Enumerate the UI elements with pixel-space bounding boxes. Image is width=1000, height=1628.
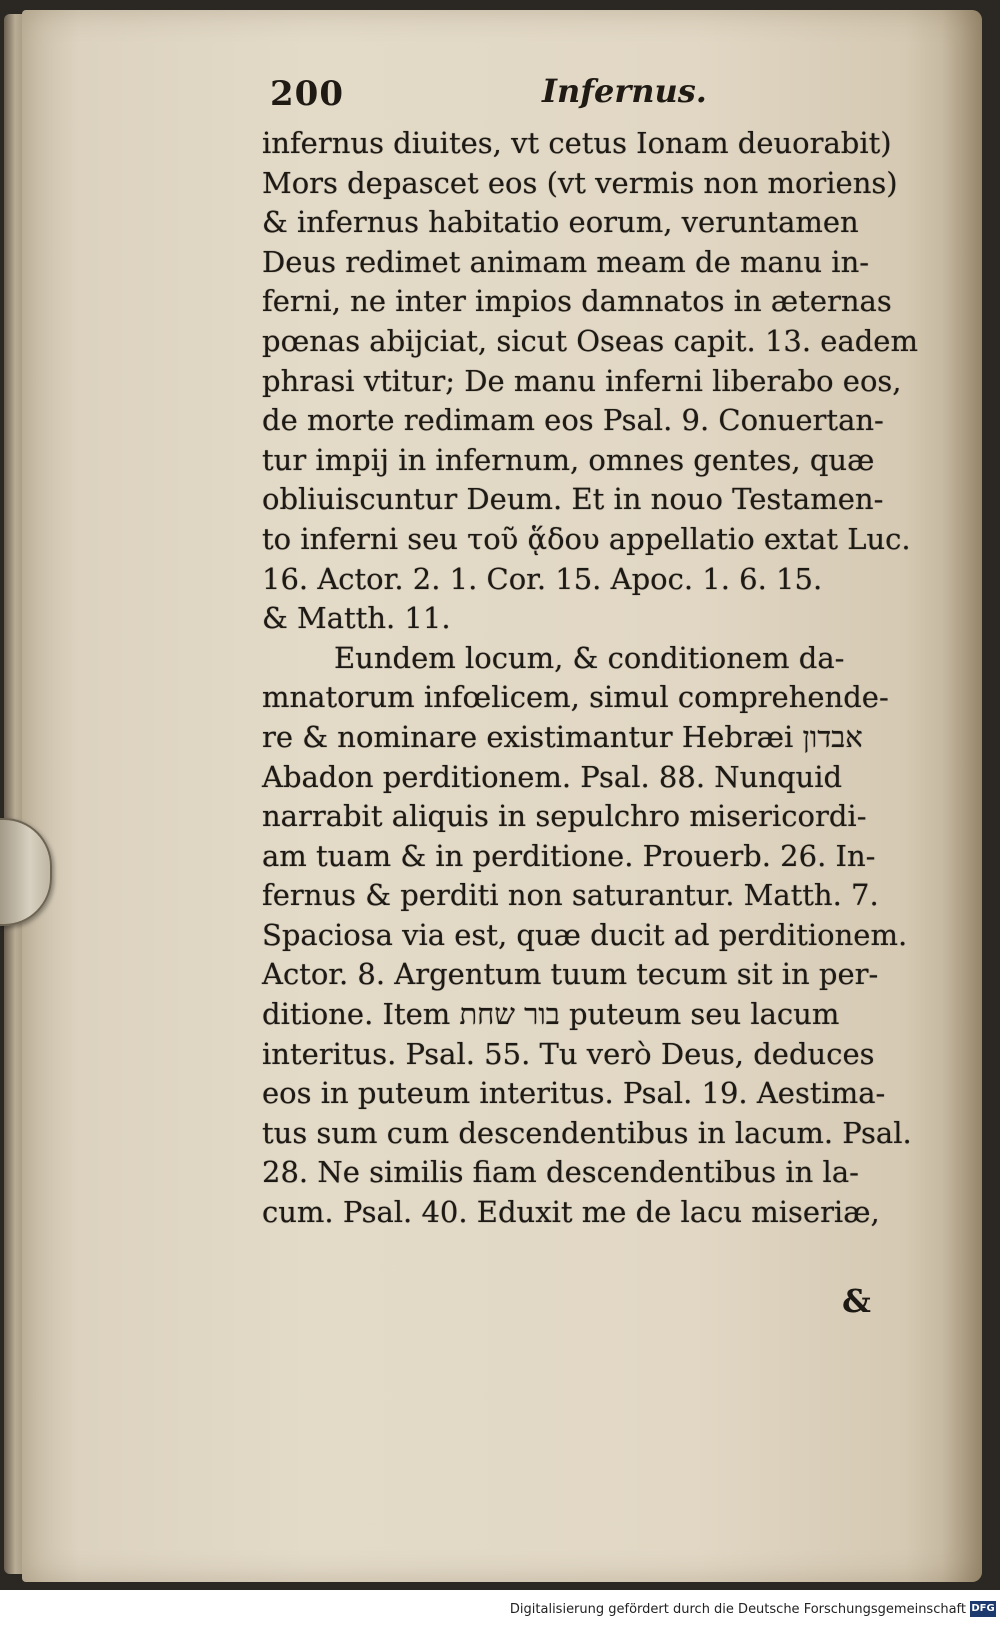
footer-credit: Digitalisierung gefördert durch die Deutsche Forschungsgemeinschaft [509, 1602, 966, 1617]
catchword: & [842, 1282, 871, 1320]
text-line: eos in puteum interitus. Psal. 19. Aestima- [262, 1076, 886, 1111]
text-line: Actor. 8. Argentum tuum tecum sit in per- [262, 957, 879, 992]
text-line: & infernus habitatio eorum, veruntamen [262, 205, 859, 240]
text-line: infernus diuites, vt cetus Ionam deuorabit) [262, 126, 892, 160]
text-line: to inferni seu τοῦ ᾅδου appellatio extat Luc. [262, 521, 911, 556]
running-head [270, 70, 710, 120]
text-line: cum. Psal. 40. Eduxit me de lacu miseriæ, [262, 1195, 880, 1230]
text-line: obliuiscuntur Deum. Et in nouo Testamen- [262, 482, 884, 517]
page-shadow [942, 10, 982, 1582]
text-line: fernus & perditi non saturantur. Matth. 7. [262, 878, 879, 913]
text-line: mnatorum infœlicem, simul comprehende- [262, 680, 889, 715]
text-line: ditione. Item בור שחת puteum seu lacum [262, 997, 840, 1032]
text-line: tur impij in infernum, omnes gentes, quæ [262, 442, 875, 477]
text-line: pœnas abijciat, sicut Oseas capit. 13. eadem [262, 323, 918, 358]
text-line: re & nominare existimantur Hebræi אבדון [262, 719, 863, 754]
paragraph-start-line: Eundem locum, & conditionem da- [334, 640, 845, 675]
text-line: tus sum cum descendentibus in lacum. Psal. [262, 1115, 912, 1150]
text-line: Deus redimet animam meam de manu in- [262, 244, 870, 279]
running-title: Infernus. [542, 72, 707, 110]
text-line: & Matth. 11. [262, 601, 451, 636]
text-line: Mors depascet eos (vt vermis non moriens) [262, 165, 898, 200]
text-line: Spaciosa via est, quæ ducit ad perditionem. [262, 917, 908, 952]
text-line: interitus. Psal. 55. Tu verò Deus, deduces [262, 1036, 875, 1071]
text-line: 28. Ne similis fiam descendentibus in la- [262, 1155, 859, 1190]
text-line: 16. Actor. 2. 1. Cor. 15. Apoc. 1. 6. 15. [262, 561, 823, 596]
text-line: narrabit aliquis in sepulchro misericordi- [262, 799, 867, 834]
text-line: Abadon perditionem. Psal. 88. Nunquid [262, 759, 843, 794]
text-line: de morte redimam eos Psal. 9. Conuertan- [262, 403, 884, 438]
text-line: am tuam & in perditione. Prouerb. 26. In- [262, 838, 876, 873]
page-number: 200 [270, 74, 344, 114]
text-line: ferni, ne inter impios damnatos in æternas [262, 284, 892, 319]
dfg-logo: DFG [970, 1601, 996, 1617]
footer-bar [0, 1598, 1000, 1628]
body-text [262, 124, 918, 1233]
text-line: phrasi vtitur; De manu inferni liberabo eos, [262, 363, 902, 398]
